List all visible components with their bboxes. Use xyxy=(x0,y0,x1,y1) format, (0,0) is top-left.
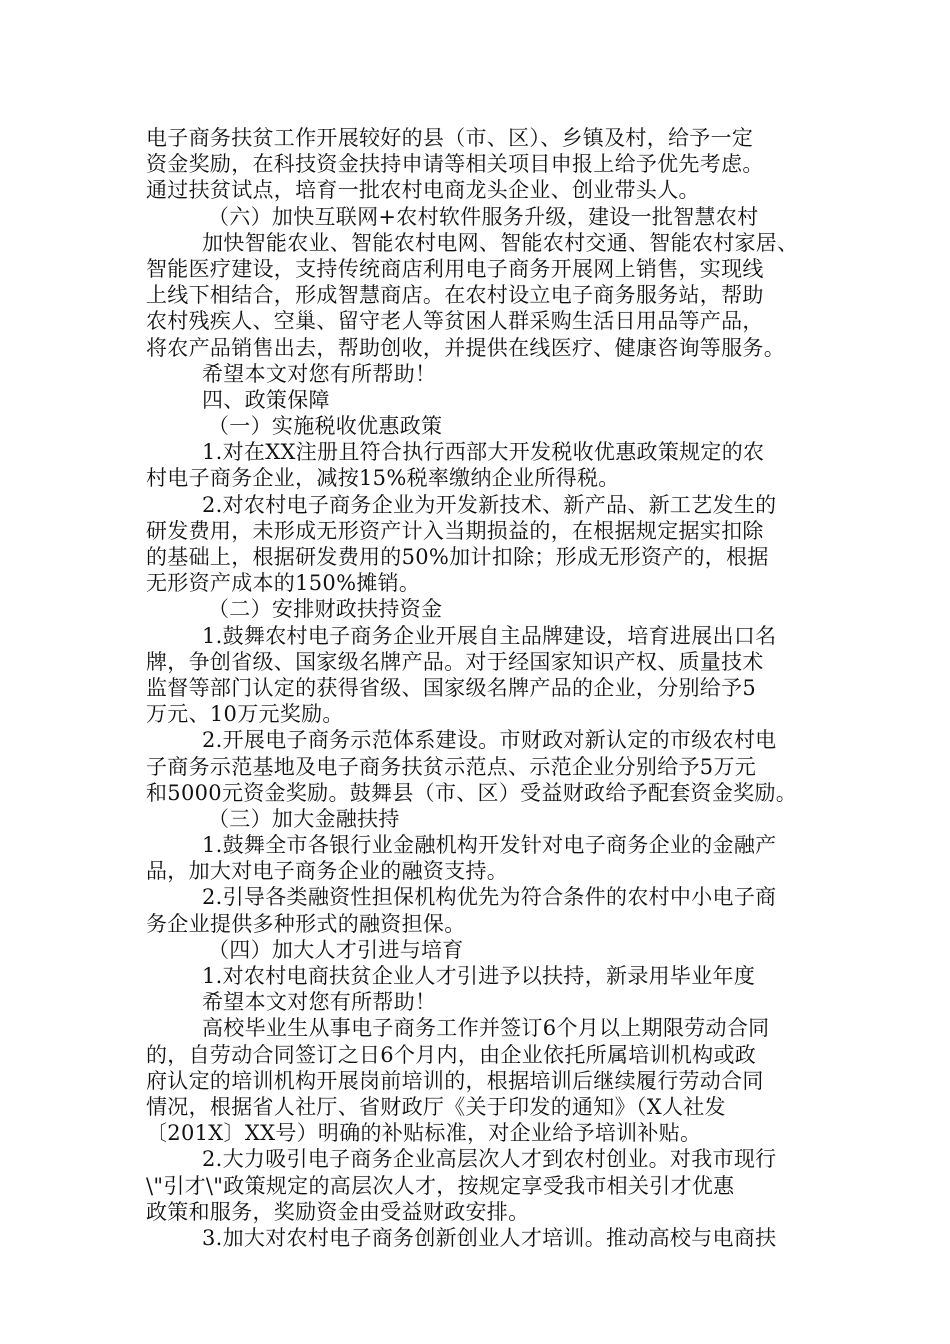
text-line: 政策和服务，奖励资金由受益财政安排。 xyxy=(146,1199,530,1224)
text-line: 务企业提供多种形式的融资担保。 xyxy=(146,911,466,936)
text-line: 1.鼓舞全市各银行业金融机构开发针对电子商务企业的金融产 xyxy=(202,833,777,858)
text-line: 和5000元资金奖励。鼓舞县（市、区）受益财政给予配套资金奖励。 xyxy=(146,780,798,805)
text-line: 2.大力吸引电子商务企业高层次人才到农村创业。对我市现行 xyxy=(202,1147,777,1172)
text-line: 2.引导各类融资性担保机构优先为符合条件的农村中小电子商 xyxy=(202,885,777,910)
text-line: 2.对农村电子商务企业为开发新技术、新产品、新工艺发生的 xyxy=(202,492,777,517)
text-line: 1.鼓舞农村电子商务企业开展自主品牌建设，培育进展出口名 xyxy=(202,623,777,648)
text-line: 上线下相结合，形成智慧商店。在农村设立电子商务服务站，帮助 xyxy=(146,283,764,308)
text-line: 品，加大对电子商务企业的融资支持。 xyxy=(146,859,509,884)
document-body xyxy=(146,125,826,1251)
text-line: 1.对农村电商扶贫企业人才引进予以扶持，新录用毕业年度 xyxy=(202,964,756,988)
section-heading-3: （三）加大金融扶持 xyxy=(208,806,400,831)
section-heading-1: （一）实施税收优惠政策 xyxy=(208,414,443,439)
text-line: 农村残疾人、空巢、留守老人等贫困人群采购生活日用品等产品， xyxy=(146,309,764,334)
text-line: 高校毕业生从事电子商务工作并签订6个月以上期限劳动合同 xyxy=(202,1016,770,1041)
text-line: 的，自劳动合同签订之日6个月内，由企业依托所属培训机构或政 xyxy=(146,1042,757,1067)
text-line: 的基础上，根据研发费用的50%加计扣除；形成无形资产的，根据 xyxy=(146,545,769,569)
text-line: 1.对在XX注册且符合执行西部大开发税收优惠政策规定的农 xyxy=(202,440,765,465)
text-line: 通过扶贫试点，培育一批农村电商龙头企业、创业带头人。 xyxy=(146,178,700,203)
text-line: 府认定的培训机构开展岗前培训的，根据培训后继续履行劳动合同 xyxy=(146,1068,764,1093)
text-line: 3.加大对农村电子商务创新创业人才培训。推动高校与电商扶 xyxy=(202,1225,777,1250)
text-line: 村电子商务企业，减按15%税率缴纳企业所得税。 xyxy=(146,466,620,491)
section-heading-4: （四）加大人才引进与培育 xyxy=(208,937,464,962)
text-line: 加快智能农业、智能农村电网、智能农村交通、智能农村家居、 xyxy=(202,230,799,255)
text-line: 〔201X〕XX号）明确的补贴标准，对企业给予培训补贴。 xyxy=(146,1121,702,1146)
text-line: 监督等部门认定的获得省级、国家级名牌产品的企业，分别给予5 xyxy=(146,675,757,700)
text-line: 万元、10万元奖励。 xyxy=(146,702,344,727)
text-line: 智能医疗建设，支持传统商店利用电子商务开展网上销售，实现线 xyxy=(146,256,764,281)
section-heading-2: （二）安排财政扶持资金 xyxy=(208,597,443,622)
chapter-heading: 四、政策保障 xyxy=(202,387,330,412)
text-line: 电子商务扶贫工作开展较好的县（市、区）、乡镇及村，给予一定 xyxy=(146,126,754,150)
text-line: \"引才\"政策规定的高层次人才，按规定享受我市相关引才优惠 xyxy=(146,1173,735,1198)
text-line: 将农产品销售出去，帮助创收，并提供在线医疗、健康咨询等服务。 xyxy=(146,335,785,360)
text-line: 牌，争创省级、国家级名牌产品。对于经国家知识产权、质量技术 xyxy=(146,649,764,674)
section-heading-6: （六）加快互联网+农村软件服务升级，建设一批智慧农村 xyxy=(208,204,759,229)
text-line: 资金奖励，在科技资金扶持申请等相关项目申报上给予优先考虑。 xyxy=(146,152,764,177)
text-line: 2.开展电子商务示范体系建设。市财政对新认定的市级农村电 xyxy=(202,728,777,753)
closing-note: 希望本文对您有所帮助！ xyxy=(202,361,437,386)
text-line: 无形资产成本的150%摊销。 xyxy=(146,571,421,596)
text-line: 子商务示范基地及电子商务扶贫示范点、示范企业分别给予5万元 xyxy=(146,754,757,779)
text-line: 研发费用，未形成无形资产计入当期损益的，在根据规定据实扣除 xyxy=(146,518,764,543)
closing-note: 希望本文对您有所帮助！ xyxy=(202,990,437,1015)
text-line: 情况，根据省人社厅、省财政厅《关于印发的通知》（X人社发 xyxy=(146,1094,726,1119)
